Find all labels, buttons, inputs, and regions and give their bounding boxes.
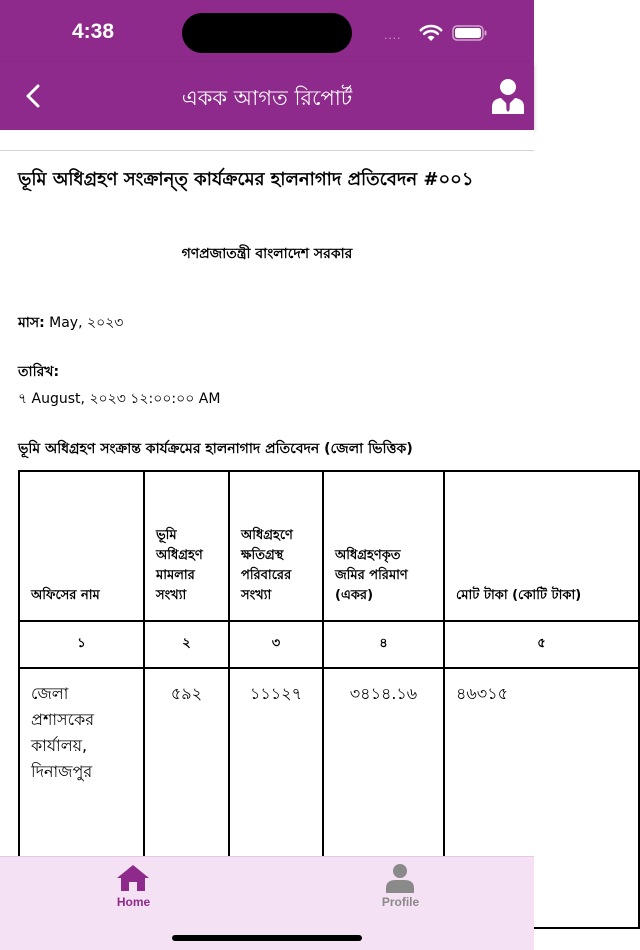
cell-case-count: ৫৯২ [144,668,229,928]
cell-land-amount: ৩৪১৪.১৬ [323,668,444,928]
column-number: ২ [144,621,229,668]
header-land-amount: অধিগ্রহণকৃত জমির পরিমাণ (একর) [323,471,444,621]
wifi-icon [419,24,443,42]
tab-home-label: Home [116,895,151,909]
divider [0,150,534,151]
user-avatar-icon[interactable] [488,76,528,116]
table-title: ভূমি অধিগ্রহণ সংক্রান্ত কার্যক্রমের হালনাগাদ প্রতিবেদন (জেলা ভিত্তিক) [18,441,413,457]
cell-office-name: জেলা প্রশাসকের কার্যালয়, দিনাজপুর [19,668,144,928]
tab-profile[interactable] [267,857,534,927]
month-label: মাস: [18,315,45,331]
report-table-scroll[interactable] [18,470,582,870]
table-number-row [19,621,639,668]
signal-dots: .... [384,28,402,42]
header-affected-families: অধিগ্রহণে ক্ষতিগ্রস্থ পরিবারের সংখ্যা [229,471,323,621]
cell-affected-families: ১১১২৭ [229,668,323,928]
header-case-count: ভূমি অধিগ্রহণ মামলার সংখ্যা [144,471,229,621]
month-value: May, ২০২৩ [49,315,124,331]
status-bar [0,0,534,62]
report-content[interactable] [0,130,582,856]
battery-icon [452,24,488,42]
user-icon [382,863,418,893]
cell-total-amount: ৪৬৩১৫ [444,668,639,928]
status-time: 4:38 [72,20,115,43]
government-name: গণপ্রজাতন্ত্রী বাংলাদেশ সরকার [181,246,353,262]
column-number: ৫ [444,621,639,668]
tab-home[interactable] [0,857,267,927]
column-number: ৪ [323,621,444,668]
report-title: ভূমি অধিগ্রহণ সংক্রান্ত্ কার্যক্রমের হালনাগাদ প্রতিবেদন #০০১ [18,169,474,190]
back-button[interactable] [14,76,54,116]
date-label: তারিখ: [18,364,60,380]
home-indicator [172,935,362,941]
app-bar [0,62,534,130]
page-title: একক আগত রিপোর্ট [181,86,353,110]
header-total-amount: মোট টাকা (কোটি টাকা) [444,471,639,621]
chevron-left-icon [23,83,45,109]
month-line [18,311,123,335]
tab-profile-label: Profile [381,895,420,909]
column-number: ১ [19,621,144,668]
dynamic-island [182,13,352,53]
date-value: ৭ August, ২০২৩ ১২:০০:০০ AM [18,391,221,407]
home-icon [115,863,151,893]
header-office-name: অফিসের নাম [19,471,144,621]
table-header-row [19,471,639,621]
column-number: ৩ [229,621,323,668]
